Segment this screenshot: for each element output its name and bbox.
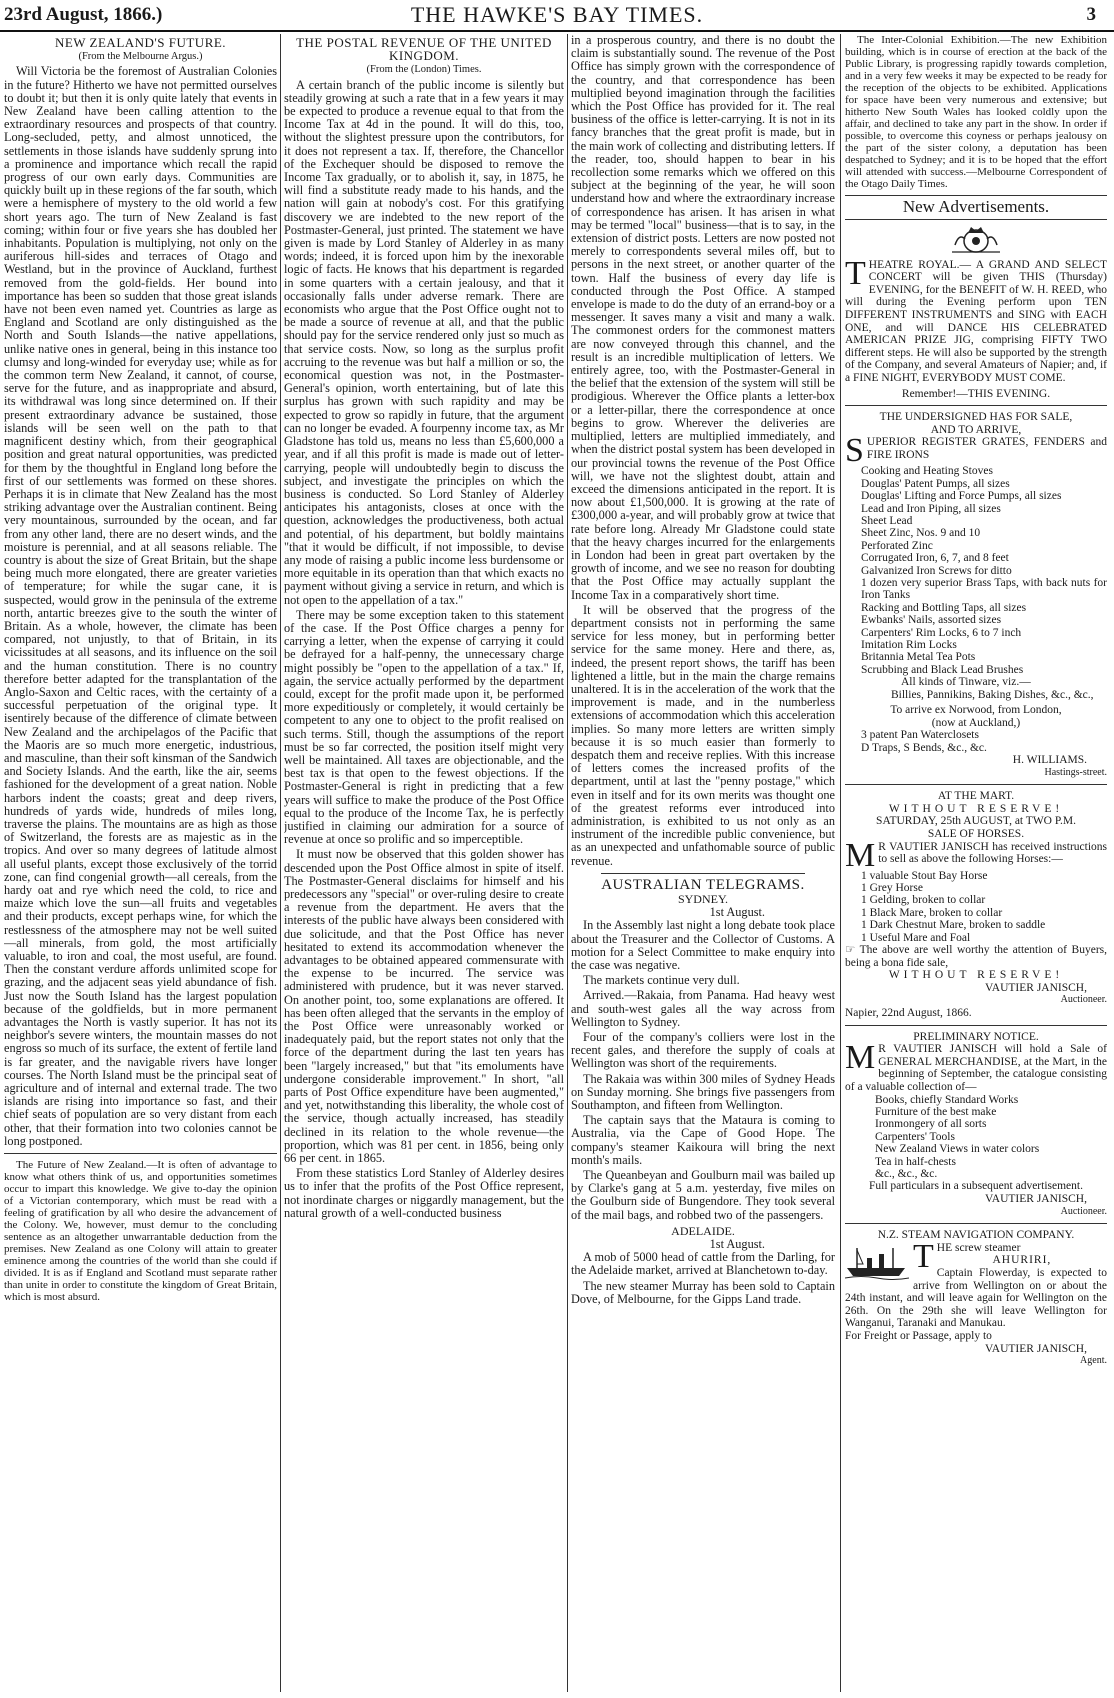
list-item: All kinds of Tinware, viz.— xyxy=(901,676,1031,689)
telegram-paragraph: The captain says that the Mataura is coming to Australia, via the Cape of Good Hope. The company's steamer Kaikoura will bring the next month's mails. xyxy=(571,1113,835,1167)
list-item: Britannia Metal Tea Pots xyxy=(861,651,976,664)
list-item: Scrubbing and Black Lead Brushes xyxy=(861,663,1024,676)
article-paragraph: There may be some exception taken to this statement of the case. If the Post Office charges a penny for carrying a letter, when the expense of carrying it could be defrayed for a half-penny, the unnecessary charge might possibly be "open to the appellation of a tax." If, again, the service actually performed by the department could, except for the profit made upon it, be performed more expeditiously or completely, it would certainly be competent to any one to object to the profit realised on such terms. Still, though the assumptions of the report must be so far corrected, the position itself might very well be maintained. All taxes are objectionable, and the best tax is that open to the fewest objections. If the Postmaster-General is right in predicting that a few years will suffice to make the produce of the Post Office equal to the produce of the Income Tax, he is perfectly justified in claiming our admiration for a source of revenue at once so prolific and so imperceptible. xyxy=(284,607,564,847)
article-paragraph: A certain branch of the public income is silently but steadily growing at such a rate that in a few years it may be expected to produce a revenue equal to that from the Income Tax at 4d in the pound. It will do this, too, without the slightest pressure upon the contributors, for it does not represent a tax. If, therefore, the Chancellor of the Exchequer should be disposed to remove the Income Tax gradually, or to abolish it, say, in 1875, he will find a substitute ready made to his hands, and the nation will gain at nobody's cost. For this gratifying discovery we are indebted to the new report of the Postmaster-General, just printed. The statement we have given is made by Lord Stanley of Alderley in as many words; indeed, it is forced upon him by the inexorable logic of facts. He knows that his department is regarded in some quarters with a certain jealousy, and that it occasionally falls under adverse remark. There are economists who argue that the Post Office ought not to be made a source of revenue at all, and that the public should pay for the service rendered only just so much as that service costs. Now, so long as the surplus profit accruing to the revenue was but half a million or so, the economical question was not, in the Postmaster-General's opinion, worth entertaining, but of late this surplus has grown with such rapidity and may be expected to grow so rapidly in future, that the argument can no longer be evaded. A fourpenny income tax, as Mr Gladstone has told us, means no less than £5,600,000 a year, and if all this profit is made is made out of letter-carrying, people will undoubtedly begin to discuss the subject, and investigate the principles on which the business is conducted. So Lord Stanley of Alderley anticipates his antagonists, closes at once with the question, acknowledges the productiveness, both actual and potential, of his department, but boldly maintains "that it would be difficult, if not impossible, to devise any mode of raising a public income less burdensome or more equitable in its operation than that which exacts no payment without giving a service in return, and which is not open to the appellation of a tax." xyxy=(284,77,564,607)
divider xyxy=(845,195,1107,196)
prelim-signer: VAUTIER JANISCH, xyxy=(984,1193,1087,1205)
drop-cap: M xyxy=(845,836,876,874)
article-paragraph: in a prosperous country, and there is no doubt the claim is substantially sound. The revenue of the Post Office has simply grown with the correspondence of the country, and that correspondence has been multiplied beyond imagination through the facilities which the Post Office has provided for it. The real business of the office is letter-carrying. It is not in its fancy branches that the great profit is made, but in the main work of collecting and distributing letters. If the reader, too, should happen to bear in his recollection some remarks which we offered on this subject at the beginning of the year, he will soon understand how and where the extraordinary increase of correspondence has arisen. It has arisen in what may be termed "local" business—that is to say, in the extension of district posts. Letters are now posted not merely to correspondents several miles off, but to persons in the next street, or another quarter of the town. Half the business of every day life is conducted through the Post Office. A stamped envelope is made to do the duty of an errand-boy or a messenger. It saves many a visit and many a walk. The commonest orders for the commonest matters are now conveyed through this channel, and the result is an incredible multiplication of letters. We entirely agree, too, with the Postmaster-General in the belief that the extension of the system will still be prodigious. Wherever the Office plants a letter-box or a letter-pillar, there the correspondence at once begins to grow. Wherever the deliveries are multiplied, letters are multiplied immediately, and when the district postal system has been developed in our provincial towns the revenue of the Post Office will, we have not the slightest doubt, attain and exceed the dimensions anticipated in the report. It is now about £1,500,000. It is growing at the rate of £300,000 a-year, and will probably grow at twice that rate before long. Already Mr Gladstone could state that the heavy charges incurred for the enlargements in London had been in great part overtaken by the growth of income, and we see no reason for doubting that the Post Office may actually supplant the Income Tax in a comparatively short time. xyxy=(571,34,835,602)
divider xyxy=(845,1025,1107,1026)
telegram-paragraph: The new steamer Murray has been sold to Captain Dove, of Melbourne, for the Gipps Land trade. xyxy=(571,1278,835,1306)
list-item: Furniture of the best make xyxy=(875,1105,997,1118)
mart-signer-role: Auctioneer. xyxy=(1060,994,1107,1006)
list-item: Ironmongery of all sorts xyxy=(875,1118,987,1131)
telegram-paragraph: In the Assembly last night a long debate took place about the Treasurer and the Collector of Customs. A motion for a Select Committee to make enquiry into the case was negative. xyxy=(571,918,835,973)
page-number: 3 xyxy=(1086,4,1096,25)
list-item: Corrugated Iron, 6, 7, and 8 feet xyxy=(861,552,1009,565)
list-item: 1 Grey Horse xyxy=(861,882,923,894)
article-title: NEW ZEALAND'S FUTURE. xyxy=(54,35,227,50)
horse-sale-advertisement xyxy=(845,790,1107,1019)
drop-cap: M xyxy=(845,1039,876,1077)
royal-crest-icon xyxy=(949,225,1003,255)
list-item: Sheet Lead xyxy=(861,514,913,527)
list-item: New Zealand Views in water colors xyxy=(875,1143,1040,1156)
column-1 xyxy=(4,34,277,1692)
pointing-hand-icon: ☞ xyxy=(845,944,860,957)
article-paragraph: It will be observed that the progress of the department consists not in performing the same service for less money, but in performing better service for the same money. Here and there, as, indeed, the present report shows, the tariff has been lightened a little, but in the main the charge remains unaltered. It is in the acceleration of the work that the improvement is made, and in the numberless extensions of accommodation which this acceleration implies. So many more letters are written simply because it is so much easier than formerly to despatch them and receive replies. With this increase of letters comes the increased profits of the department, until at last the "penny postage," which even in itself and for its own merits was thought one of the greatest reforms ever introduced into administration, is exhibited to us not only as an instrument of the incredible public convenience, but as an unexpected and unfathomable source of public revenue. xyxy=(571,602,835,868)
arrive-item-list xyxy=(845,729,1107,754)
advertisements-title: New Advertisements. xyxy=(902,197,1050,216)
list-item: Cooking and Heating Stoves xyxy=(861,465,993,478)
sale-item-list xyxy=(845,465,1107,701)
list-item: D Traps, S Bends, &c., &c. xyxy=(861,741,987,754)
telegrams-title: AUSTRALIAN TELEGRAMS. xyxy=(601,876,805,893)
steam-signer-role: Agent. xyxy=(1080,1355,1107,1367)
list-item: Tea in half-chests xyxy=(875,1155,956,1168)
prelim-title: PRELIMINARY NOTICE. xyxy=(913,1030,1039,1043)
drop-cap: T xyxy=(913,1237,934,1275)
column-rule xyxy=(280,34,281,1692)
dateline-date: 1st August. xyxy=(709,1237,765,1252)
sale-title: THE UNDERSIGNED HAS FOR SALE, xyxy=(879,411,1073,424)
list-item: Racking and Bottling Taps, all sizes xyxy=(861,601,1027,614)
newspaper-title: THE HAWKE'S BAY TIMES. xyxy=(410,2,704,27)
list-item: 1 Dark Chestnut Mare, broken to saddle xyxy=(861,919,1046,932)
ship-name: AHURIRI, xyxy=(992,1254,1052,1267)
prelim-list xyxy=(845,1094,1107,1181)
dateline-city: SYDNEY. xyxy=(677,892,729,906)
divider xyxy=(845,219,1107,220)
article-source: (From the Melbourne Argus.) xyxy=(78,51,203,63)
list-item: Perforated Zinc xyxy=(861,539,933,552)
dateline-city: ADELAIDE. xyxy=(671,1223,735,1238)
column-rule xyxy=(567,34,568,1692)
mart-date: SATURDAY, 25th AUGUST, at TWO P.M. xyxy=(876,815,1076,828)
without-reserve: WITHOUT RESERVE! xyxy=(888,802,1064,815)
list-item: 1 dozen very superior Brass Taps, with back nuts for Iron Tanks xyxy=(861,576,1107,602)
sale-signer-place: Hastings-street. xyxy=(1044,766,1107,778)
article-paragraph: Will Victoria be the foremost of Australian Colonies in the future? Hitherto we have not permitted ourselves to doubt it; but then it is only quite lately that events in New Zealand have been calling attention to the extraordinary resources and prospects of that country. Long-secluded, petty, and almost unnoticed, the settlements in those islands have suddenly sprung into a prominence and importance which recall the rapid progress of our own early days. Communities are quickly built up in these regions of the far south, which were a hemisphere of mystery to the old world a few short years ago. The turn of New Zealand is fast coming; within four or five years she has doubled her inhabitants. Population is multiplying, not only on the auriferous hill-sides and terraces of Otago and Westland, but in the province of Auckland, furthest removed from the gold-fields. Her bound into importance has been so sudden that those great islands have not been even named yet. Countries as large as England and Scotland are only distinguished as the North and South Islands—the native appellations, unlike native ones in general, being in this instance too clumsy and long-winded for everyday use; while as for the common term New Zealand, it cannot, of course, serve for the future, and as inappropriate and absurd, its withdrawal was long since determined on. If their present extraordinary advance be sustained, those islands will be seen well on the path to that magnificent destiny which, from their geographical position and great natural opportunities, was predicted for them by the thoughtful in England long before the first of our settlements was formed on these shores. Perhaps it is in climate that New Zealand has the most striking advantage over the Australian continent. Being very mountainous, surrounded by the ocean, and far from any other land, there are no desert winds, and the moisture is perennial, and at all seasons reliable. The country is about the size of Great Britain, but the shape being much more elongated, there are greater varieties of temperature; for while the sugar cane, it is suspected, would grow in the peninsula of the extreme north, antartic breezes give to the south the winter of Britain. As a whole, however, the climate has been compared, not unjustly, to that of Britain, in its vicissitudes at all seasons, and its influence on the soil and the human constitution. There is no country therefore better adapted for the transplantation of the Anglo-Saxon and Celtic races, with the certainty of a successful perpetuation of the original type. It isentirely because of the difference of climate between New Zealand and the archipelagos of the Pacific that the Maoris are so much more energetic, industrious, and masculine, than their soft kinsman of the Sandwich and Society Islands. And the earth, like the air, seems fashioned for the development of a great nation. Noble harbors indent the coasts; great and deep rivers, hundreds of yards wide, hundreds of miles long, traverse the plains. The mountains are as high as those of Switzerland, the forests are as majestic as in the tropics. And over so many degrees of latitude almost all useful plants, except those exclusively of the torrid zone, can find congenial growth—all cereals, from the hardy oat and rye which need the cold, to rice and maize which love the sun—all fruits and vegetables and their products, except perhaps wine, for which the restlessness of the atmosphere may not be well suited—all minerals, from gold, the most artificially valuable, to iron and coal, the most useful, are found. Then the constant verdure affords unlimited scope for grazing, and the adjacent seas yield abundance of fish. Just now the South Island has the largest population because of the goldfields, but in more permanent advantages the North is vastly superior. It has not its neighbor's severe winters, the mountain masses do not engross so much of its surface, the extent of fertile land is far greater, and the navigable rivers have longer courses. The North Island must be the principal seat of agriculture and of internal and external trade. The two islands are rising into importance so fast, and their chief seats of population are so very distant from each other, that their formation into two colonies cannot be long postponed. xyxy=(4,64,277,1148)
list-item: Douglas' Lifting and Force Pumps, all sizes xyxy=(861,490,1062,503)
hardware-sale-advertisement xyxy=(845,411,1107,779)
prelim-intro: R VAUTIER JANISCH will hold a Sale of GENERAL MERCHANDISE, at the Mart, in the beginning of September, the catalogue consisting of a valuable collection of— xyxy=(845,1043,1107,1093)
telegram-paragraph: The Rakaia was within 300 miles of Sydney Heads on Sunday morning. She brings five passengers from Southampton, and fifteen from Wellington. xyxy=(571,1071,835,1113)
exhibition-notice: The Inter-Colonial Exhibition.—The new Exhibition building, which is in course of erection at the back of the Public Library, is progressing rapidly towards completion, and in a very few weeks it may be expected to be ready for the reception of the objects to be exhibited. Applications for space have been very numerous and extensive; but hitherto New South Wales has looked coldly upon the affair, and declined to take any part in the show. In order if possible, to overcome this coyness or perhaps jealousy on the part of the sister colony, a deputation has been despatched to Sydney; and it is to be hoped that the effort will attended with success.—Melbourne Correspondent of the Otago Daily Times. xyxy=(845,34,1107,190)
list-item: 1 Black Mare, broken to collar xyxy=(861,906,1003,919)
column-2 xyxy=(284,34,564,1692)
list-item: 1 valuable Stout Bay Horse xyxy=(861,869,988,882)
without-reserve: WITHOUT RESERVE! xyxy=(888,969,1064,982)
list-item: Lead and Iron Piping, all sizes xyxy=(861,502,1001,515)
telegram-paragraph: Four of the company's colliers were lost in the recent gales, and therefore the supply of coals at Wellington was short of the requirements. xyxy=(571,1030,835,1071)
divider xyxy=(845,1223,1107,1224)
steam-text: Captain Flowerday, is expected to arrive from Wellington on or about the 24th instant, and will leave again for Wellington on the 26th. On the 29th she will leave Wellington for Wanganui, Taranaki and Manukau. xyxy=(845,1266,1107,1330)
list-item: Galvanized Iron Screws for ditto xyxy=(861,564,1012,577)
steamship-icon xyxy=(845,1244,909,1280)
steam-signer: VAUTIER JANISCH, xyxy=(984,1342,1087,1355)
list-item: 3 patent Pan Waterclosets xyxy=(861,729,979,742)
article-paragraph: It must now be observed that this golden shower has descended upon the Post Office almost in spite of itself. The Postmaster-General disclaims for himself and his predecessors any "special" or over-ruling desire to create a revenue from the department. He avers that the interests of the public have always been considered with due solicitude, and that the Post Office has never hesitated to extend its accommodation whenever the advantages to be obtained appeared commensurate with the expense to be incurred. The service was administered with prudence, but it was never starved. On another point, too, some explanations are offered. It has been often alleged that the servants in the employ of the Post Office were unreasonably worked or inadequately paid, but the report states not only that the force of the department during the last ten years has been "largely increased," but that "its emoluments have undergone considerable improvement." In short, "all parts of Post Office expenditure have been augmented," and yet, notwithstanding this liberality, the whole cost of the service, though actually increased, has steadily declined in its relation to the whole revenue—the proportion, which was 81 per cent. in 1856, being only 66 per cent. in 1865. xyxy=(284,847,564,1166)
telegram-paragraph: A mob of 5000 head of cattle from the Darling, for the Adelaide market, arrived at Blanchetown to-day. xyxy=(571,1250,835,1278)
editorial-note: The Future of New Zealand.—It is often of advantage to know what others think of us, and opportunities sometimes occur to impart this knowledge. We give to-day the opinion of a Victorian contemporary, which must be read with a feeling of gratification by all who desire the advancement of the Colony. We, however, must demur to the concluding sentence as an altogether unwarrantable deduction from the premises. New Zealand as one Colony will attain to greater eminence among the countries of the world than she could if divided. It is as if England and Scotland must separate rather than unite in order to constitute the kingdom of Great Britain, which is most absurd. xyxy=(4,1159,277,1304)
divider xyxy=(845,784,1107,785)
sale-signer: H. WILLIAMS. xyxy=(1012,754,1087,767)
dateline-date: 1st August. xyxy=(709,905,765,920)
list-item: Ewbanks' Nails, assorted sizes xyxy=(861,614,1002,627)
mart-dateline: Napier, 22nd August, 1866. xyxy=(845,1007,972,1019)
sale-arrive: To arrive ex Norwood, from London, xyxy=(890,704,1062,717)
list-item: Sheet Zinc, Nos. 9 and 10 xyxy=(861,527,981,540)
mart-note-text: The above are well worthy the attention of Buyers, being a bona fide sale, xyxy=(845,944,1107,969)
divider xyxy=(845,405,1107,406)
column-4 xyxy=(845,34,1107,1692)
list-item: 1 Gelding, broken to collar xyxy=(861,894,986,907)
theatre-advertisement xyxy=(845,254,1107,401)
steam-intro: HE screw steamer xyxy=(936,1241,1021,1254)
preliminary-notice-advertisement xyxy=(845,1031,1107,1219)
steam-navigation-advertisement xyxy=(845,1229,1107,1368)
sale-subtitle: AND TO ARRIVE, xyxy=(930,423,1022,436)
drop-cap: S xyxy=(845,432,864,470)
mart-title: AT THE MART. xyxy=(937,790,1015,803)
telegram-paragraph: The markets continue very dull. xyxy=(583,973,740,988)
telegram-paragraph: Arrived.—Rakaia, from Panama. Had heavy west and south-west gales all the way across from Wellington to Sydney. xyxy=(571,988,835,1029)
steam-footer: For Freight or Passage, apply to xyxy=(845,1329,992,1342)
telegram-paragraph: The Queanbeyan and Goulburn mail was bailed up by Clarke's gang at 5 a.m. yesterday, five miles on the Goulburn side of Bungendore. They took several of the mail bags, and robbed two of the passengers. xyxy=(571,1168,835,1222)
list-item: 1 Useful Mare and Foal xyxy=(861,931,971,944)
list-item: Imitation Rim Locks xyxy=(861,639,957,651)
list-item: Books, chiefly Standard Works xyxy=(875,1093,1019,1106)
list-item: &c., &c., &c. xyxy=(875,1168,938,1180)
list-item: Billies, Pannikins, Baking Dishes, &c., &c., xyxy=(891,688,1094,701)
mart-sale-of: SALE OF HORSES. xyxy=(927,828,1025,840)
steam-title: N.Z. STEAM NAVIGATION COMPANY. xyxy=(877,1229,1075,1242)
divider xyxy=(601,873,805,874)
article-title: THE POSTAL REVENUE OF THE UNITED KINGDOM. xyxy=(296,35,552,64)
column-3 xyxy=(571,34,835,1692)
divider xyxy=(4,1153,277,1154)
sale-arrive-location: (now at Auckland,) xyxy=(931,716,1021,729)
theatre-remember: Remember!—THIS EVENING. xyxy=(901,387,1051,400)
mart-intro: R VAUTIER JANISCH has received instructions to sell as above the following Horses:— xyxy=(878,840,1107,866)
mart-note xyxy=(845,944,1107,969)
horse-list xyxy=(845,870,1107,944)
article-source: (From the (London) Times. xyxy=(366,64,482,76)
sale-intro: UPERIOR REGISTER GRATES, FENDERS and FIRE IRONS xyxy=(866,436,1107,461)
list-item: Carpenters' Tools xyxy=(875,1130,955,1143)
theatre-ad-text: HEATRE ROYAL.— A GRAND AND SELECT CONCERT will be given THIS (Thursday) EVENING, for the BENEFIT of W. H. REED, who will during the Evening perform upon TEN DIFFERENT INSTRUMENTS and SING with EACH ONE, and will DANCE HIS CELEBRATED AMERICAN PRIZE JIG, comprising FIFTY TWO different steps. He will also be supported by the strength of the Company, and several Amateurs of Napier; and, if a FINE NIGHT, EVERYBODY MUST COME. xyxy=(845,258,1107,384)
drop-cap: T xyxy=(845,254,866,292)
list-item: Carpenters' Rim Locks, 6 to 7 inch xyxy=(861,626,1022,639)
mart-signer: VAUTIER JANISCH, xyxy=(984,981,1087,994)
prelim-footer: Full particulars in a subsequent advertisement. xyxy=(869,1180,1083,1193)
prelim-signer-role: Auctioneer. xyxy=(1060,1205,1107,1217)
list-item: Douglas' Patent Pumps, all sizes xyxy=(861,477,1010,490)
masthead xyxy=(0,0,1114,32)
issue-date: 23rd August, 1866.) xyxy=(4,4,163,25)
column-rule xyxy=(840,34,841,1692)
article-paragraph: From these statistics Lord Stanley of Alderley desires us to infer that the profits of the Post Office represent, not inordinate charges or niggardly management, but the natural growth of a well-conducted business xyxy=(284,1166,564,1220)
